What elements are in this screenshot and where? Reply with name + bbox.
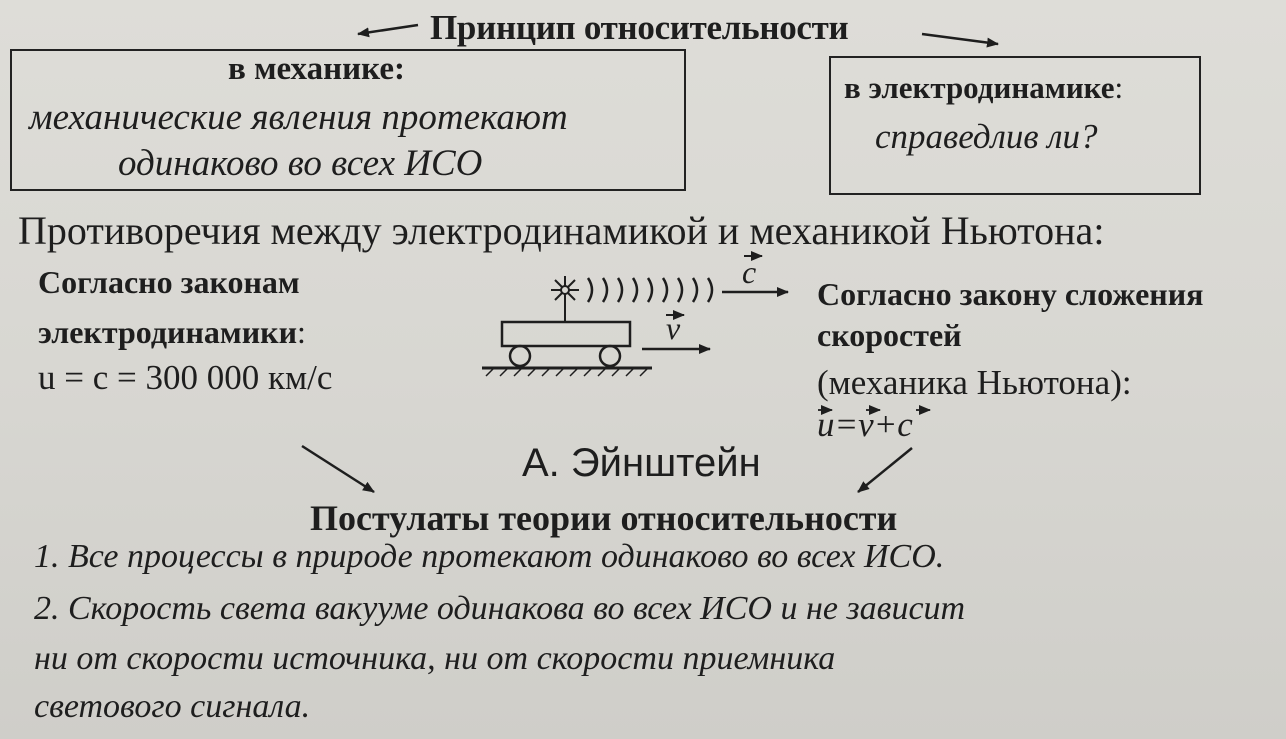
electrodynamics-heading-colon: :	[1114, 70, 1124, 105]
left-text-line2-colon: :	[297, 314, 306, 350]
author-name: А. Эйнштейн	[522, 441, 761, 485]
mechanics-heading: в механике:	[228, 51, 405, 87]
electrodynamics-heading-text: в электродинамике	[844, 70, 1115, 105]
cart-velocity-label: v	[666, 310, 681, 346]
right-text-line1: Согласно закону сложения	[817, 276, 1204, 312]
electrodynamics-question: справедлив ли?	[875, 117, 1098, 156]
right-to-postulates-arrow	[858, 448, 912, 492]
mechanics-text-line1: механические явления протекают	[29, 97, 568, 138]
left-text-line2-bold: электродинамики	[38, 314, 297, 350]
cart-body	[502, 322, 630, 346]
light-source-icon	[551, 276, 579, 322]
cart-wheel-left	[510, 346, 530, 366]
title-left-arrow	[358, 25, 418, 34]
left-text-line1: Согласно законам	[38, 264, 300, 300]
postulate-2-line3: светового сигнала.	[34, 688, 311, 725]
left-formula: u = c = 300 000 км/с	[38, 358, 333, 397]
light-wave-icon	[588, 278, 712, 302]
right-text-line2: скоростей	[817, 317, 962, 353]
left-to-postulates-arrow	[302, 446, 374, 492]
right-text-line3: (механика Ньютона):	[817, 363, 1132, 402]
postulate-1: 1. Все процессы в природе протекают одинаково во всех ИСО.	[34, 538, 945, 575]
postulate-2-line2: ни от скорости источника, ни от скорости приемника	[34, 640, 836, 677]
page-title: Принцип относительности	[430, 8, 849, 47]
postulates-heading: Постулаты теории относительности	[310, 498, 898, 538]
contradictions-heading: Противоречия между электродинамикой и механикой Ньютона:	[18, 208, 1105, 253]
mechanics-text-line2: одинаково во всех ИСО	[118, 143, 483, 184]
cart-wheel-right	[600, 346, 620, 366]
title-right-arrow	[922, 34, 998, 44]
light-velocity-label: c	[742, 254, 757, 290]
velocity-addition-formula: u=v+c	[817, 405, 913, 444]
postulate-2-line1: 2. Скорость света вакууме одинакова во всех ИСО и не зависит	[34, 590, 966, 627]
